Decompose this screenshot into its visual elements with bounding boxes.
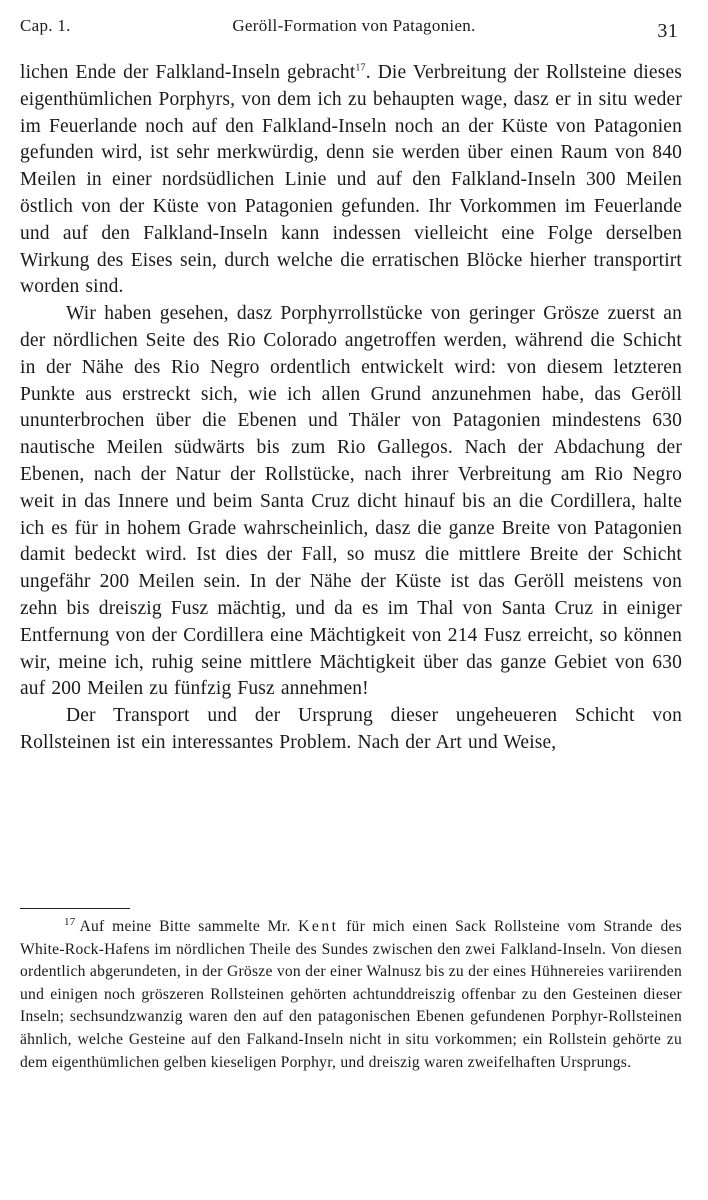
- page-number: 31: [657, 20, 678, 42]
- footnote-17: [20, 916, 682, 1074]
- running-header: [20, 14, 678, 42]
- footnote-divider: [20, 908, 130, 909]
- paragraph-3: Der Transport und der Ursprung dieser ungeheueren Schicht von Rollsteinen ist ein interessantes Problem. Nach der Art und Weise,: [20, 705, 682, 753]
- main-text: [20, 60, 682, 757]
- paragraph-1-rest: . Die Verbreitung der Rollsteine dieses eigenthümlichen Porphyrs, von dem ich zu behaupten wage, dasz er in situ weder im Feuerlande noch auf den Falkland-Inseln noch an der Küste von Patagonien gefunden wird, ist sehr merkwürdig, denn sie werden über einen Raum von 840 Meilen in einer nordsüdlichen Linie und auf den Falkland-Inseln 300 Meilen östlich von der Küste von Patagonien gefunden. Ihr Vorkommen im Feuerlande und auf den Falkland-Inseln kann indessen vielleicht eine Folge derselben Wirkung des Eises sein, durch welche die erratischen Blöcke hierher transportirt worden sind.: [20, 62, 682, 298]
- footnote-mark: 17: [64, 915, 76, 928]
- paragraph-2: Wir haben gesehen, dasz Porphyrrollstücke von geringer Grösze zuerst an der nördlichen Seite des Rio Colorado angetroffen werden, während die Schicht in der Nähe des Rio Negro ordentlich entwickelt wird: von diesem letzteren Punkte aus erstreckt sich, wie ich allen Grund anzunehmen habe, das Geröll ununterbrochen über die Ebenen und Thäler von Patagonien mindestens 630 nautische Meilen südwärts bis zum Rio Gallegos. Nach der Abdachung der Ebenen, nach der Natur der Rollstücke, nach ihrer Verbreitung am Rio Negro weit in das Innere und beim Santa Cruz dicht hinauf bis an die Cordillera, halte ich es für in hohem Grade wahrscheinlich, dasz die ganze Breite von Patagonien damit bedeckt wird. Ist dies der Fall, so musz die mittlere Breite der Schicht ungefähr 200 Meilen sein. In der Nähe der Küste ist das Geröll meistens von zehn bis dreiszig Fusz mächtig, und da es im Thal von Santa Cruz in einiger Entfernung von der Cordillera eine Mächtigkeit von 214 Fusz erreicht, so können wir, meine ich, ruhig seine mittlere Mächtigkeit über das ganze Gebiet von 630 auf 200 Meilen zu fünfzig Fusz annehmen!: [20, 303, 682, 700]
- footnote-text-rest: für mich einen Sack Rollsteine vom Strande des White-Rock-Hafens im nördlichen Theile des Sundes zwischen den zwei Falkland-Inseln. Von diesen ordentlich abgerundeten, in der Grösze von der einer Walnusz bis zu der eines Hühnereies variirenden und einigen noch gröszeren Rollsteinen gehörten achtunddreiszig offenbar zu den Gesteinen dieser Inseln; sechsundzwanzig waren den auf den patagonischen Ebenen gefundenen Porphyr-Rollsteinen ähnlich, welche Gesteine auf den Falkand-Inseln nicht in situ vorkommen; ein Rollstein gehörte zu dem eigenthümlichen gelben kieseligen Porphyr, und dreiszig waren zweifelhaften Ursprungs.: [20, 918, 682, 1071]
- running-title: Geröll-Formation von Patagonien.: [232, 16, 476, 35]
- paragraph-1-start: lichen Ende der Falkland-Inseln gebracht: [20, 62, 356, 83]
- chapter-label: Cap. 1.: [20, 16, 71, 35]
- footnote-reference: 17: [355, 62, 366, 74]
- footnote: [20, 916, 682, 1074]
- footnote-person-name: Kent: [298, 918, 339, 935]
- paragraph-1: [20, 60, 682, 301]
- footnote-text-start: Auf meine Bitte sammelte Mr.: [79, 918, 291, 935]
